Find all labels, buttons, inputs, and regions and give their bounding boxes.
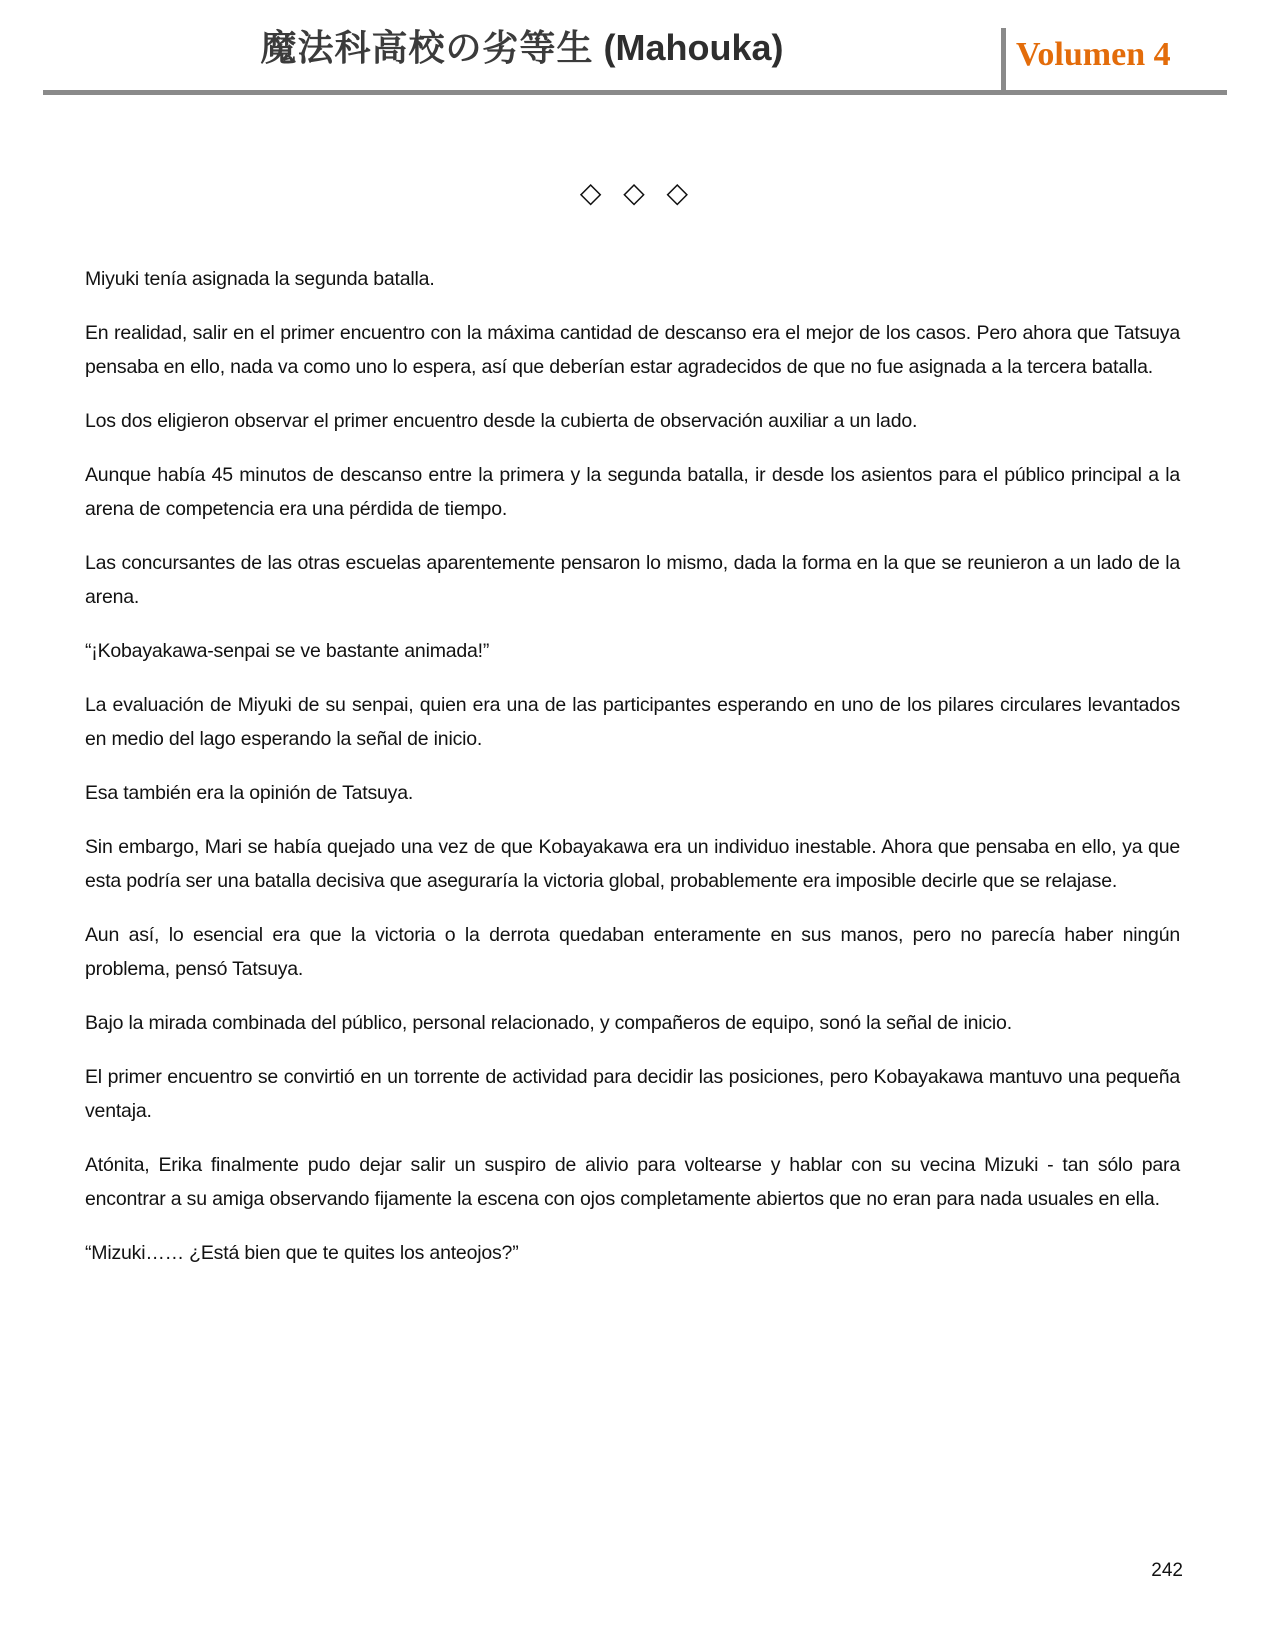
paragraph: Bajo la mirada combinada del público, personal relacionado, y compañeros de equipo, sonó la señal de inicio.	[85, 1012, 1012, 1034]
paragraph: “Mizuki…… ¿Está bien que te quites los anteojos?”	[85, 1242, 519, 1264]
paragraph: El primer encuentro se convirtió en un torrente de actividad para decidir las posiciones, pero Kobayakawa mantuvo una pequeña ventaja.	[85, 1066, 1180, 1122]
paragraph: “¡Kobayakawa-senpai se ve bastante animada!”	[85, 640, 490, 662]
paragraph: Los dos eligieron observar el primer encuentro desde la cubierta de observación auxiliar a un lado.	[85, 410, 918, 432]
page-title-japanese: 魔法科高校の劣等生	[260, 28, 594, 68]
paragraph: Esa también era la opinión de Tatsuya.	[85, 782, 414, 804]
page-title-latin: (Mahouka)	[603, 27, 784, 68]
paragraph: Aunque había 45 minutos de descanso entre la primera y la segunda batalla, ir desde los asientos para el público principal a la arena de competencia era una pérdida de tiempo.	[85, 464, 1180, 520]
paragraph: Miyuki tenía asignada la segunda batalla.	[85, 268, 435, 290]
header-vertical-divider	[1001, 28, 1006, 91]
page-title	[43, 28, 1001, 68]
page-number: 242	[1151, 1560, 1183, 1581]
text-body	[85, 262, 1180, 1290]
header-rule	[43, 90, 1227, 95]
paragraph: Sin embargo, Mari se había quejado una vez de que Kobayakawa era un individuo inestable. Ahora que pensaba en ello, ya que esta podría ser una batalla decisiva que aseguraría la victoria global, probablemente era imposible decirle que se relajase.	[85, 836, 1180, 892]
paragraph: Aun así, lo esencial era que la victoria o la derrota quedaban enteramente en sus manos, pero no parecía haber ningún problema, pensó Tatsuya.	[85, 924, 1180, 980]
section-divider-diamonds: ◇ ◇ ◇	[579, 177, 696, 208]
paragraph: La evaluación de Miyuki de su senpai, quien era una de las participantes esperando en uno de los pilares circulares levantados en medio del lago esperando la señal de inicio.	[85, 694, 1180, 750]
volume-label: Volumen 4	[1016, 36, 1171, 73]
paragraph: En realidad, salir en el primer encuentro con la máxima cantidad de descanso era el mejor de los casos. Pero ahora que Tatsuya pensaba en ello, nada va como uno lo espera, así que deberían estar agradecidos de que no fue asignada a la tercera batalla.	[85, 322, 1180, 378]
paragraph: Las concursantes de las otras escuelas aparentemente pensaron lo mismo, dada la forma en la que se reunieron a un lado de la arena.	[85, 552, 1180, 608]
paragraph: Atónita, Erika finalmente pudo dejar salir un suspiro de alivio para voltearse y hablar con su vecina Mizuki - tan sólo para encontrar a su amiga observando fijamente la escena con ojos completamente abiertos que no eran para nada usuales en ella.	[85, 1154, 1180, 1210]
